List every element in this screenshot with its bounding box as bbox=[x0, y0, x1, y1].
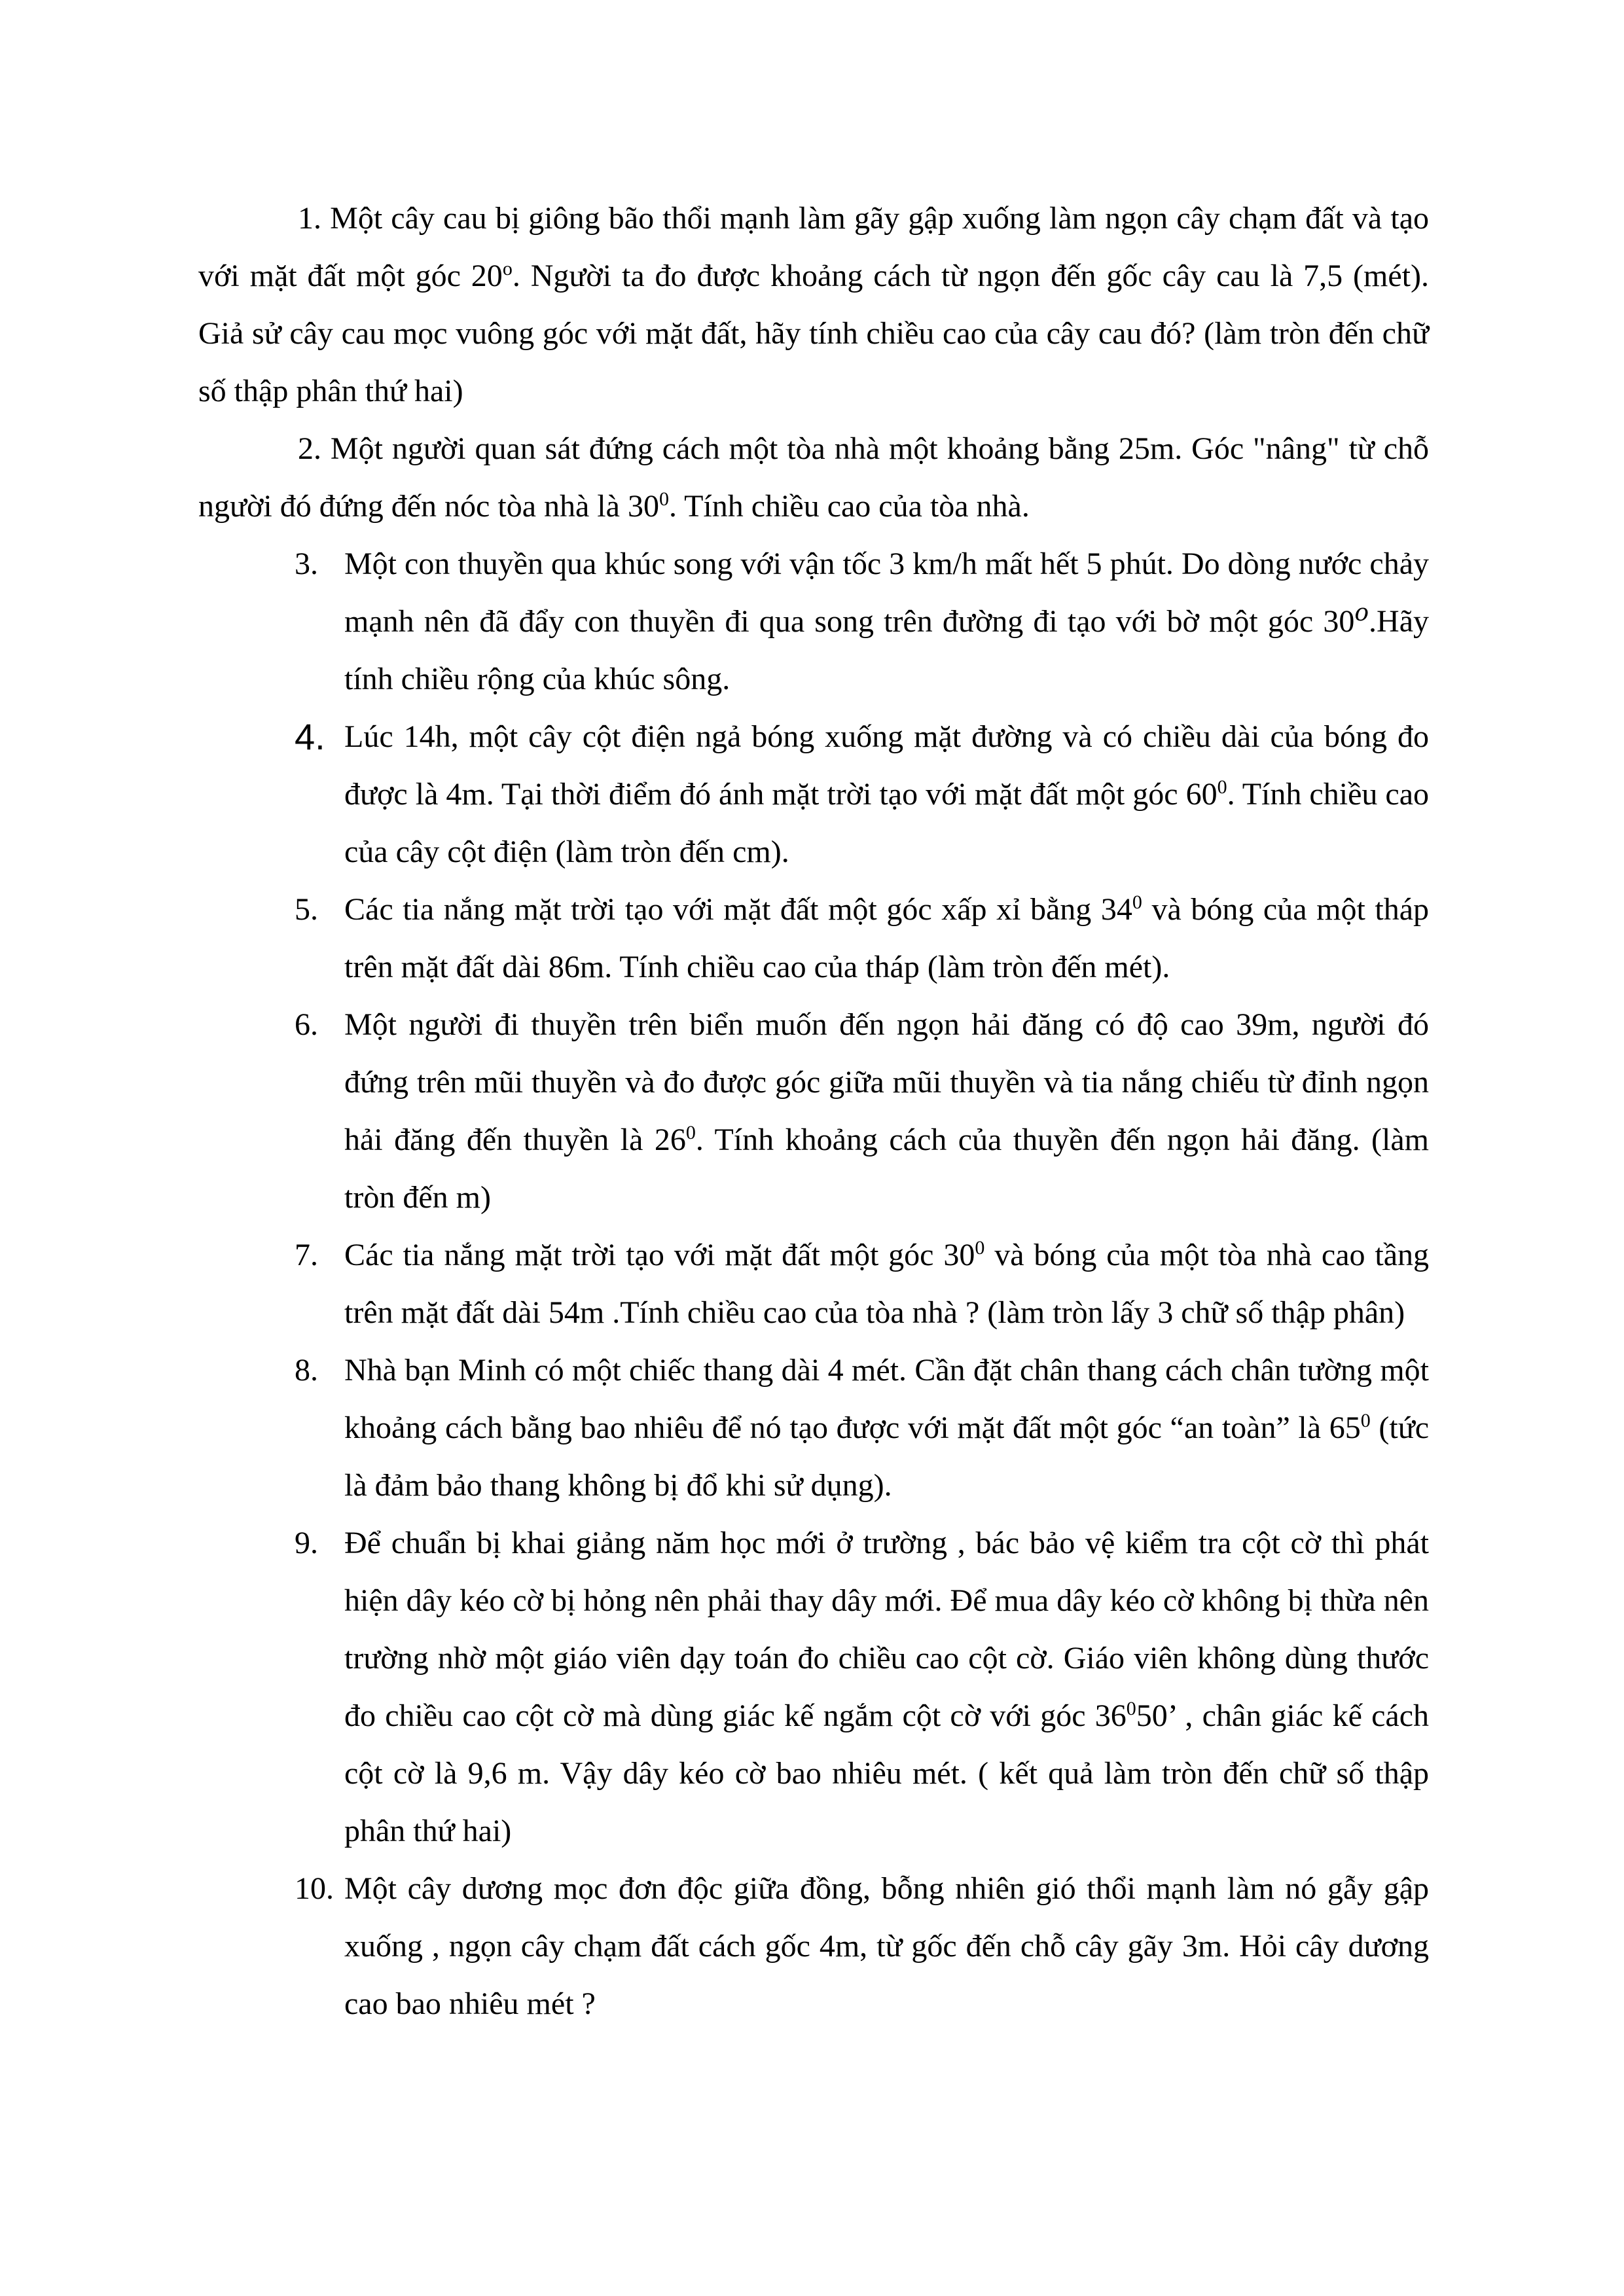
problem-10-text-a: Một cây dương mọc đơn độc giữa đồng, bỗng nhiên gió thổi mạnh làm nó gẫy gập xuống , ngọn cây chạm đất cách gốc 4m, từ gốc đến chỗ cây gãy 3m. Hỏi cây dương cao bao nhiêu mét ? bbox=[344, 1871, 1429, 2021]
problem-9-sup: 0 bbox=[1126, 1698, 1136, 1719]
problem-7-text-a: Các tia nắng mặt trời tạo với mặt đất một góc 30 bbox=[344, 1238, 975, 1272]
problem-7-number: 7. bbox=[295, 1238, 318, 1272]
problem-7-sup: 0 bbox=[975, 1237, 985, 1259]
problem-4-text-b: . Tính chiều cao của cây cột điện (làm tròn đến cm). bbox=[344, 777, 1430, 869]
problem-3-number: 3. bbox=[295, 547, 318, 581]
problem-5-number: 5. bbox=[295, 892, 318, 927]
problem-6 bbox=[198, 996, 1429, 1227]
problem-2 bbox=[198, 420, 1429, 535]
problem-5-text-b: và bóng của một tháp trên mặt đất dài 86m. Tính chiều cao của tháp (làm tròn đến mét). bbox=[344, 892, 1429, 984]
problem-8-text-a: Nhà bạn Minh có một chiếc thang dài 4 mét. Cần đặt chân thang cách chân tường một khoảng cách bằng bao nhiêu để nó tạo được với mặt đất một góc “an toàn” là 65 bbox=[344, 1353, 1429, 1445]
problem-3-text-b: .Hãy tính chiều rộng của khúc sông. bbox=[344, 604, 1429, 696]
problem-5 bbox=[198, 881, 1429, 996]
problem-3-sup: o bbox=[1354, 600, 1369, 626]
problem-4-text-a: Lúc 14h, một cây cột điện ngả bóng xuống mặt đường và có chiều dài của bóng đo được là 4m. Tại thời điểm đó ánh mặt trời tạo với mặt đất một góc 60 bbox=[344, 719, 1429, 812]
problem-9-number: 9. bbox=[295, 1526, 318, 1560]
problem-2-text-b: . Tính chiều cao của tòa nhà. bbox=[668, 489, 1030, 524]
problem-6-text-a: Một người đi thuyền trên biển muốn đến ngọn hải đăng có độ cao 39m, người đó đứng trên mũi thuyền và đo được góc giữa mũi thuyền và tia nắng chiếu từ đỉnh ngọn hải đăng đến thuyền là 26 bbox=[344, 1007, 1429, 1157]
problem-8 bbox=[198, 1342, 1429, 1515]
problem-6-text-b: . Tính khoảng cách của thuyền đến ngọn hải đăng. (làm tròn đến m) bbox=[344, 1122, 1430, 1215]
problem-1-sup: o bbox=[502, 258, 513, 279]
problem-6-number: 6. bbox=[295, 1007, 318, 1042]
problem-5-sup: 0 bbox=[1132, 891, 1142, 913]
problem-3-text-a: Một con thuyền qua khúc song với vận tốc 3 km/h mất hết 5 phút. Do dòng nước chảy mạnh nên đã đẩy con thuyền đi qua song trên đường đi tạo với bờ một góc 30 bbox=[344, 547, 1429, 639]
problem-1-text-a: Một cây cau bị giông bão thổi mạnh làm gãy gập xuống làm ngọn cây chạm đất và tạo với mặt đất một góc 20 bbox=[198, 201, 1429, 293]
problem-7-text-b: và bóng của một tòa nhà cao tầng trên mặt đất dài 54m .Tính chiều cao của tòa nhà ? (làm tròn lấy 3 chữ số thập phân) bbox=[344, 1238, 1430, 1330]
problem-4-sup: 0 bbox=[1217, 776, 1227, 798]
problem-2-sup: 0 bbox=[659, 488, 669, 510]
problem-5-text-a: Các tia nắng mặt trời tạo với mặt đất một góc xấp xỉ bằng 34 bbox=[344, 892, 1132, 927]
problem-2-text-a: Một người quan sát đứng cách một tòa nhà một khoảng bằng 25m. Góc "nâng" từ chỗ người đó đứng đến nóc tòa nhà là 30 bbox=[198, 431, 1429, 524]
problem-4-number: 4. bbox=[295, 716, 325, 757]
problem-1 bbox=[198, 190, 1429, 420]
problem-1-number: 1. bbox=[298, 201, 321, 236]
problem-8-sup: 0 bbox=[1360, 1410, 1371, 1431]
problem-1-text-b: . Người ta đo được khoảng cách từ ngọn đến gốc cây cau là 7,5 (mét). Giả sử cây cau mọc vuông góc với mặt đất, hãy tính chiều cao của cây cau đó? (làm tròn đến chữ số thập phân thứ hai) bbox=[198, 259, 1430, 408]
problem-8-text-b: (tức là đảm bảo thang không bị đổ khi sử dụng). bbox=[344, 1410, 1430, 1503]
problem-8-number: 8. bbox=[295, 1353, 318, 1388]
problem-9-text-b: 50’ , chân giác kế cách cột cờ là 9,6 m. Vậy dây kéo cờ bao nhiêu mét. ( kết quả làm tròn đến chữ số thập phân thứ hai) bbox=[344, 1698, 1430, 1848]
problem-4 bbox=[198, 708, 1429, 881]
problem-10-number: 10. bbox=[295, 1871, 334, 1906]
problem-list bbox=[198, 190, 1429, 2033]
problem-9 bbox=[198, 1515, 1429, 1860]
problem-6-sup: 0 bbox=[685, 1122, 696, 1143]
problem-9-text-a: Để chuẩn bị khai giảng năm học mới ở trường , bác bảo vệ kiểm tra cột cờ thì phát hiện dây kéo cờ bị hỏng nên phải thay dây mới. Để mua dây kéo cờ không bị thừa nên trường nhờ một giáo viên dạy toán đo chiều cao cột cờ. Giáo viên không dùng thước đo chiều cao cột cờ mà dùng giác kế ngắm cột cờ với góc 36 bbox=[344, 1526, 1429, 1733]
problem-10 bbox=[198, 1860, 1429, 2033]
problem-2-number: 2. bbox=[298, 431, 321, 466]
problem-3 bbox=[198, 535, 1429, 708]
problem-7 bbox=[198, 1227, 1429, 1342]
